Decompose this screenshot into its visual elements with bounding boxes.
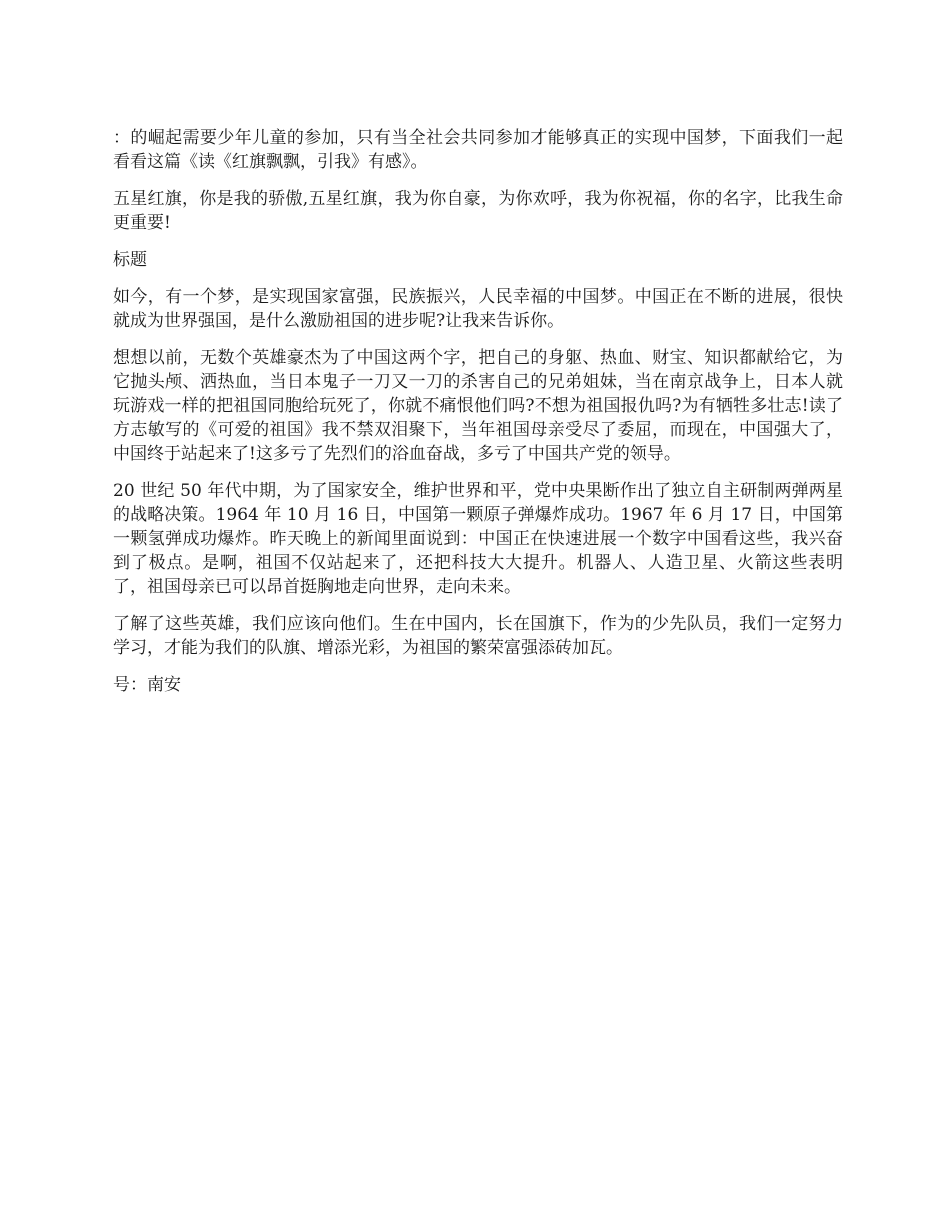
science-paragraph: 20 世纪 50 年代中期，为了国家安全，维护世界和平，党中央果断作出了独立自主研制两弹两星的战略决策。1964 年 10 月 16 日，中国第一颗原子弹爆炸成功。1967 年 6 月 17 日，中国第一颗氢弹成功爆炸。昨天晚上的新闻里面说到：中国正在快速进展一个数字中国看这些，我兴奋到了极点。是啊，祖国不仅站起来了，还把科技大大提升。机器人、人造卫星、火箭这些表明了，祖国母亲已可以昂首挺胸地走向世界，走向未来。 (113, 481, 843, 597)
flag-paragraph: 五星红旗，你是我的骄傲,五星红旗，我为你自豪，为你欢呼，我为你祝福，你的名字，比我生命更重要! (113, 189, 843, 233)
conclusion-paragraph: 了解了这些英雄，我们应该向他们。生在中国内，长在国旗下，作为的少先队员，我们一定努力学习，才能为我们的队旗、增添光彩，为祖国的繁荣富强添砖加瓦。 (113, 614, 843, 658)
intro-paragraph: ：的崛起需要少年儿童的参加，只有当全社会共同参加才能够真正的实现中国梦，下面我们一起看看这篇《读《红旗飘飘，引我》有感》。 (113, 128, 843, 172)
dream-paragraph: 如今，有一个梦，是实现国家富强，民族振兴，人民幸福的中国梦。中国正在不断的进展，很快就成为世界强国，是什么激励祖国的进步呢?让我来告诉你。 (113, 287, 843, 331)
section-heading: 标题 (113, 250, 147, 270)
signature-line: 号：南安 (113, 675, 181, 695)
document-body (113, 126, 843, 710)
heroes-paragraph: 想想以前，无数个英雄豪杰为了中国这两个字，把自己的身躯、热血、财宝、知识都献给它，为它抛头颅、洒热血，当日本鬼子一刀又一刀的杀害自己的兄弟姐妹，当在南京战争上，日本人就玩游戏一样的把祖国同胞给玩死了，你就不痛恨他们吗?不想为祖国报仇吗?为有牺牲多壮志!读了方志敏写的《可爱的祖国》我不禁双泪聚下，当年祖国母亲受尽了委屈，而现在，中国强大了，中国终于站起来了!这多亏了先烈们的浴血奋战，多亏了中国共产党的领导。 (113, 348, 843, 464)
